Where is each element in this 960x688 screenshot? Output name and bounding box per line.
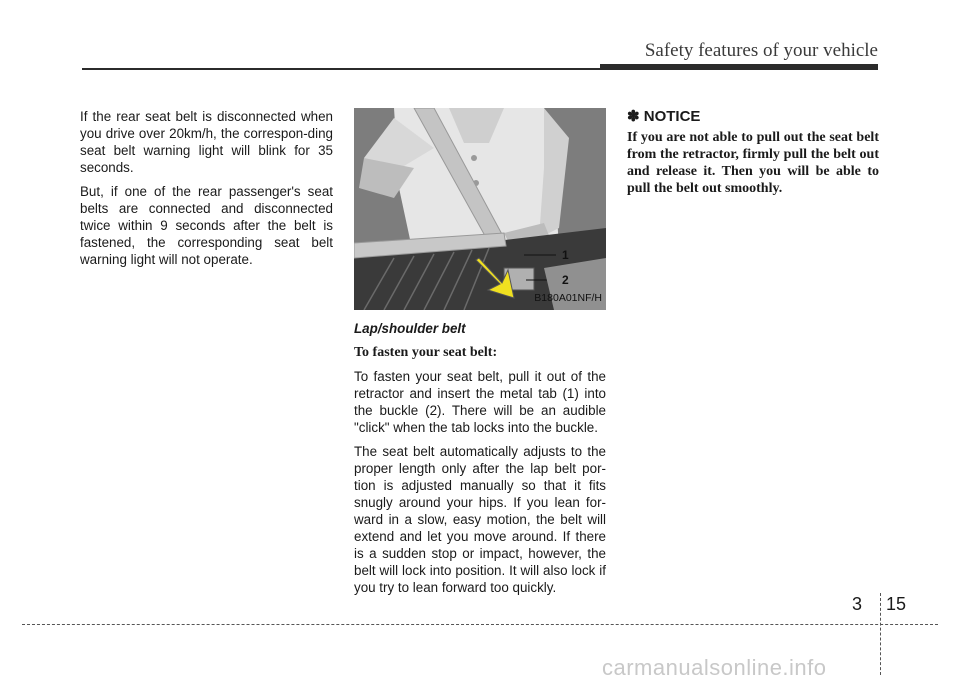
instruction-heading: To fasten your seat belt: [354, 345, 498, 360]
page-header-title: Safety features of your vehicle [644, 40, 878, 61]
header-rule-accent [600, 64, 878, 69]
paragraph: The seat belt automatically adjusts to the proper length only after the lap belt por-tion is adjusted manually so that it fits snugly around your hips. If you lean for-ward in a slow, easy motion, the belt will extend and let you move around. If there is a sudden stop or impact, however, the belt will lock into position. It will also lock if you try to lean forward too quickly. [354, 444, 606, 595]
paragraph: To fasten your seat belt, pull it out of the retractor and insert the metal tab (1) into the buckle (2). There will be an audible "click" when the tab locks into the buckle. [354, 369, 606, 435]
watermark: carmanualsonline.info [602, 655, 827, 680]
paragraph: But, if one of the rear passenger's seat belts are connected and disconnected twice within 9 seconds after the belt is fastened, the corresponding seat belt warning light will not operate. [80, 184, 333, 267]
footer-divider-vertical [880, 593, 881, 675]
notice-title: ✽ NOTICE [627, 108, 701, 125]
seat-belt-illustration [354, 108, 606, 310]
chapter-number: 3 [852, 594, 863, 614]
left-column [80, 108, 333, 275]
footer-divider [22, 624, 938, 625]
notice-body: If you are not able to pull out the seat belt from the retractor, firmly pull the belt out and release it. Then you will be able to pull the belt out smoothly. [627, 130, 879, 196]
middle-column [354, 108, 606, 603]
paragraph: If the rear seat belt is disconnected when you drive over 20km/h, the correspon-ding seat belt warning light will blink for 35 seconds. [80, 109, 333, 175]
section-subheading: Lap/shoulder belt [354, 321, 466, 336]
figure-label-buckle: 2 [562, 273, 569, 287]
page-number: 15 [886, 594, 907, 614]
figure-code: B180A01NF/H [534, 292, 602, 304]
notice-column [627, 108, 879, 197]
figure-label-tab: 1 [562, 248, 569, 262]
